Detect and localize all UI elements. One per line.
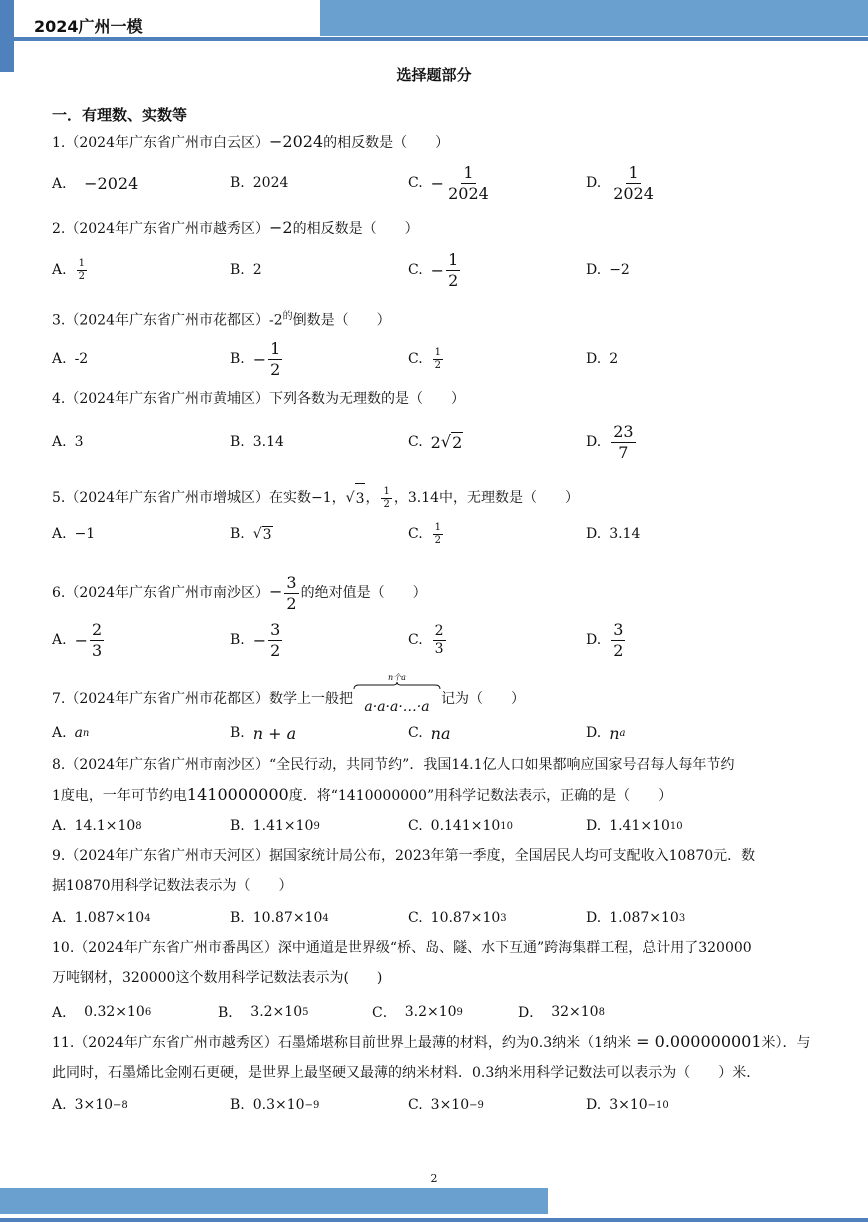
question-8: 8.（2024年广东省广州市南沙区）“全民行动，共同节约”．我国14.1亿人口如果都响应国家号召每人每年节约 1度电，一年可节约电1410000000度．将“1410000000”用科学记数法表示，正确的是（ ） — [52, 757, 735, 804]
options-2 — [52, 250, 816, 290]
option-d[interactable]: D. $\frac{1}{2024}$ — [586, 163, 654, 203]
option-d[interactable]: D. 1.41×10 10 — [586, 818, 683, 834]
option-d[interactable]: D. $\frac{3}{2}$ — [586, 620, 624, 660]
options-3 — [52, 339, 816, 379]
question-6: 6.（2024年广东省广州市南沙区）− $\frac{3}{2}$ 的绝对值是（ ） — [52, 573, 427, 613]
option-c[interactable]: C. na — [408, 723, 451, 743]
option-a[interactable]: A. − $\frac{2}{3}$ — [52, 620, 103, 660]
option-d[interactable]: D. 1.087×10 3 — [586, 910, 686, 926]
options-7 — [52, 713, 816, 753]
header-rule — [14, 37, 868, 41]
options-5 — [52, 514, 816, 554]
option-d[interactable]: D. 3×10 −10 — [586, 1097, 669, 1113]
question-10: 10.（2024年广东省广州市番禺区）深中通道是世界级“桥、岛、隧、水下互通”跨海集群工程，总计用了320000 万吨钢材，320000这个数用科学记数法表示为( ) — [52, 940, 752, 986]
option-d[interactable]: D. −2 — [586, 262, 630, 278]
sqrt-symbol: √ 2 — [440, 432, 463, 452]
option-a[interactable]: A. $\frac{1}{2}$ — [52, 257, 85, 282]
header-left-bar — [0, 0, 14, 72]
option-b[interactable]: B. − $\frac{3}{2}$ — [230, 620, 281, 660]
options-4 — [52, 422, 816, 462]
question-7: 7.（2024年广东省广州市花都区）数学上一般把 n个a a·a·a·…·a 记为（ ） — [52, 674, 816, 724]
options-10 — [52, 992, 816, 1032]
option-a[interactable]: A． −2024 — [52, 173, 139, 193]
header-right-bar — [320, 0, 868, 36]
question-3: 3.（2024年广东省广州市花都区）$-2^的$倒数是（ ） — [52, 311, 391, 329]
question-1 — [52, 127, 816, 158]
fraction: $\frac{1}{2024}$ — [448, 163, 489, 203]
option-a[interactable]: A. 14.1×10 8 — [52, 818, 142, 834]
option-a[interactable]: A. 3 — [52, 434, 84, 450]
option-c[interactable]: C. $\frac{2}{3}$ — [408, 622, 444, 657]
option-c[interactable]: C. 2 √ 2 — [408, 432, 463, 452]
option-c[interactable]: C. − $\frac{1}{2}$ — [408, 250, 459, 290]
options-9 — [52, 898, 816, 938]
options-6 — [52, 620, 816, 660]
options-11 — [52, 1085, 816, 1125]
option-a[interactable]: A. 3×10 −8 — [52, 1097, 128, 1113]
section-title: 选择题部分 — [396, 66, 472, 84]
option-c[interactable]: C. 0.141×10 10 — [408, 818, 514, 834]
option-c[interactable]: C. 10.87×10 3 — [408, 910, 507, 926]
option-b[interactable]: B. √ 3 — [230, 525, 272, 543]
option-c[interactable]: C. − $\frac{1}{2024}$ — [408, 163, 489, 203]
option-b[interactable]: B. 10.87×10 4 — [230, 910, 329, 926]
option-b[interactable]: B. 1.41×10 9 — [230, 818, 320, 834]
part-title: 一．有理数、实数等 — [52, 106, 188, 124]
question-number: 1. — [52, 135, 66, 151]
option-b[interactable]: B. 2024 — [230, 175, 289, 191]
option-a[interactable]: A. a n — [52, 725, 90, 741]
option-a[interactable]: A. -2 — [52, 351, 89, 367]
option-b[interactable]: B． 3.2×10 5 — [218, 1004, 309, 1021]
fraction: $\frac{1}{2024}$ — [613, 163, 654, 203]
question-4: 4.（2024年广东省广州市黄埔区）下列各数为无理数的是（ ） — [52, 391, 465, 407]
option-a[interactable]: A. 1.087×10 4 — [52, 910, 151, 926]
options-1 — [52, 163, 816, 203]
header-title: 2024广州一模 — [34, 17, 143, 36]
options-8 — [52, 806, 816, 846]
option-b[interactable]: B. n + a — [230, 723, 297, 743]
option-c[interactable]: C． 3.2×10 9 — [372, 1004, 463, 1021]
question-stem: 的相反数是（ ） — [323, 135, 450, 151]
option-d[interactable]: D. $\frac{23}{7}$ — [586, 422, 634, 462]
page-number: 2 — [430, 1172, 438, 1185]
overbrace: n个a a·a·a·…·a — [353, 674, 441, 724]
option-d[interactable]: D. n a — [586, 723, 626, 743]
footer-bar — [0, 1188, 548, 1214]
option-d[interactable]: D. 3.14 — [586, 526, 641, 542]
option-b[interactable]: B. 2 — [230, 262, 262, 278]
footer-rule — [0, 1218, 868, 1222]
question-expression: −2024 — [269, 132, 324, 151]
option-d[interactable]: D. 2 — [586, 351, 619, 367]
question-9: 9.（2024年广东省广州市天河区）据国家统计局公布，2023年第一季度，全国居民人均可支配收入10870元．数 据10870用科学记数法表示为（ ） — [52, 848, 756, 894]
question-2: 2.（2024年广东省广州市越秀区）−2的相反数是（ ） — [52, 218, 419, 237]
option-a[interactable]: A． 0.32×10 6 — [52, 1004, 152, 1021]
option-b[interactable]: B. − $\frac{1}{2}$ — [230, 339, 281, 379]
option-d[interactable]: D． 32×10 8 — [518, 1004, 605, 1021]
option-a[interactable]: A. −1 — [52, 526, 96, 542]
option-b[interactable]: B. 3.14 — [230, 434, 284, 450]
option-c[interactable]: C. $\frac{1}{2}$ — [408, 346, 442, 371]
question-5: 5.（2024年广东省广州市增城区）在实数−1，√ 3 ， $\frac{1}{2}$ ，3.14中，无理数是（ ） — [52, 483, 816, 514]
question-11: 11.（2024年广东省广州市越秀区）石墨烯堪称目前世界上最薄的材料，约为0.3纳米（1纳米 = 0.000000001米）．与 此同时，石墨烯比金刚石更硬，是世界上最坚硬又最薄的纳米材料．0.3纳米用科学记数法可以表示为（ ）米． — [52, 1032, 811, 1081]
option-c[interactable]: C. 3×10 −9 — [408, 1097, 484, 1113]
option-c[interactable]: C. $\frac{1}{2}$ — [408, 521, 442, 546]
option-b[interactable]: B. 0.3×10 −9 — [230, 1097, 320, 1113]
question-source: （2024年广东省广州市白云区） — [65, 135, 269, 151]
